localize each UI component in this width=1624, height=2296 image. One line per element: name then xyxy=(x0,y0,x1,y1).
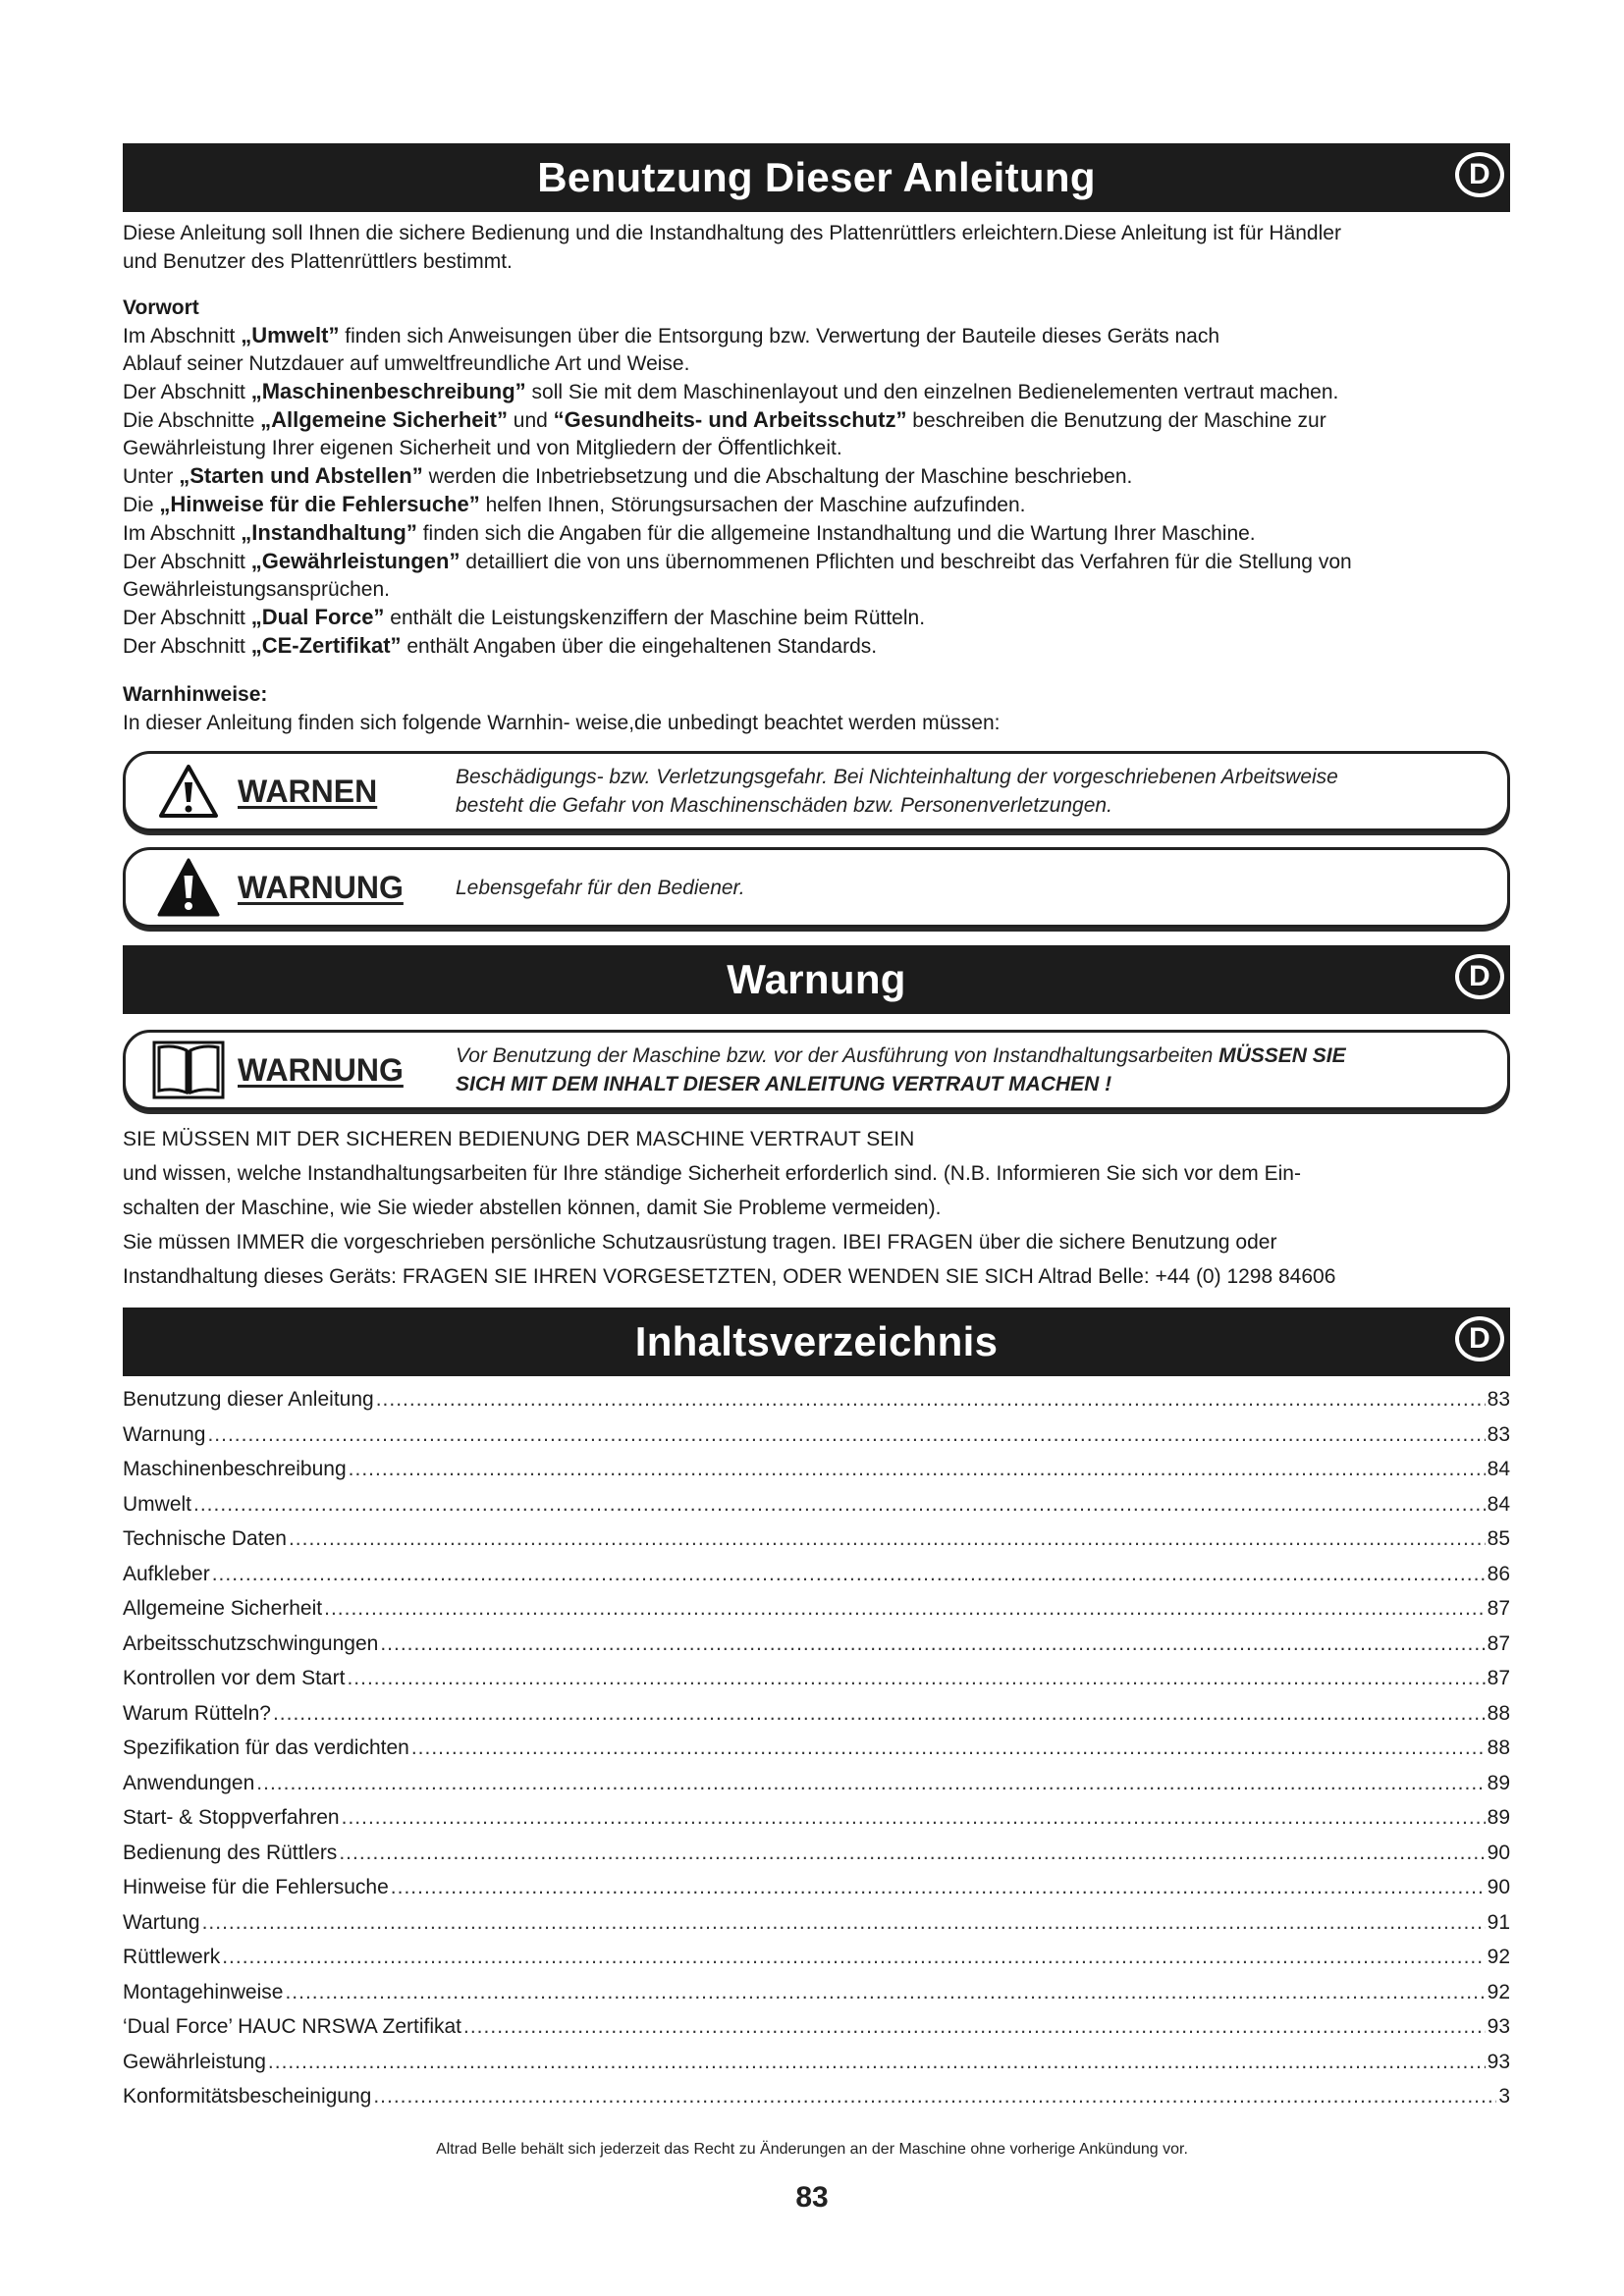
toc-leader-dots xyxy=(411,1731,1486,1766)
toc-entry-title: Anwendungen xyxy=(123,1771,255,1794)
toc-entry xyxy=(123,1870,1510,1905)
toc-leader-dots xyxy=(268,2045,1486,2080)
toc-entry xyxy=(123,1800,1510,1836)
toc-leader-dots xyxy=(380,1627,1485,1662)
toc-entry-page: 86 xyxy=(1487,1562,1510,1585)
toc-leader-dots xyxy=(373,2079,1496,2114)
toc-leader-dots xyxy=(463,2009,1486,2045)
toc-entry-title: Allgemeine Sicherheit xyxy=(123,1597,323,1620)
warnhinweise-text: In dieser Anleitung finden sich folgende Warnhin- weise,die unbedingt beachtet werden müssen: xyxy=(123,712,1001,734)
usage-banner-title: Benutzung Dieser Anleitung xyxy=(537,154,1096,200)
language-d-badge: D xyxy=(1455,1316,1504,1362)
toc-leader-dots xyxy=(285,1975,1485,2010)
warn-box-danger-text: Lebensgefahr für den Bediener. xyxy=(456,876,745,899)
toc-leader-dots xyxy=(342,1800,1486,1836)
toc-banner-title: Inhaltsverzeichnis xyxy=(634,1318,999,1364)
toc-entry xyxy=(123,1382,1510,1417)
language-d-badge: D xyxy=(1455,954,1504,999)
toc-entry-title: Konformitätsbescheinigung xyxy=(123,2085,372,2108)
toc-entry-page: 88 xyxy=(1487,1736,1510,1759)
toc-entry xyxy=(123,1766,1510,1801)
toc-entry xyxy=(123,1836,1510,1871)
toc-leader-dots xyxy=(273,1696,1486,1732)
toc-leader-dots xyxy=(339,1836,1485,1871)
toc-leader-dots xyxy=(324,1591,1486,1627)
toc-leader-dots xyxy=(347,1661,1485,1696)
toc-entry-page: 87 xyxy=(1487,1597,1510,1620)
toc-leader-dots xyxy=(256,1766,1485,1801)
toc-entry-page: 88 xyxy=(1487,1701,1510,1725)
toc-entry-title: Wartung xyxy=(123,1910,200,1934)
toc-entry-page: 87 xyxy=(1487,1667,1510,1689)
open-book-icon xyxy=(139,1039,238,1101)
usage-banner xyxy=(123,143,1510,212)
warn-box-caution-text: Beschädigungs- bzw. Verletzungsgefahr. Bei Nichteinhaltung der vorgeschriebenen Arbeitsweise besteht die Gefahr von Maschinenschäden bzw. Personenverletzungen. xyxy=(456,766,1338,817)
toc-entry xyxy=(123,1940,1510,1975)
vorwort-heading: Vorwort xyxy=(123,296,199,319)
toc-entry-title: Gewährleistung xyxy=(123,2050,266,2073)
toc-entry-title: Arbeitsschutzschwingungen xyxy=(123,1631,379,1655)
toc-entry-title: Aufkleber xyxy=(123,1562,210,1585)
toc-entry xyxy=(123,1696,1510,1732)
toc-entry-title: Spezifikation für das verdichten xyxy=(123,1736,409,1759)
warn-box-read-manual-text: Vor Benutzung der Maschine bzw. vor der Ausführung von Instandhaltungsarbeiten MÜSSEN SIE SICH MIT DEM INHALT DIESER ANLEITUNG VERTRAUT MACHEN ! xyxy=(456,1044,1346,1095)
warning-triangle-outline-icon xyxy=(139,763,238,820)
toc-entry-title: Start- & Stoppverfahren xyxy=(123,1806,340,1829)
toc-entry xyxy=(123,1661,1510,1696)
warn-box-danger-label: WARNUNG xyxy=(238,869,404,905)
toc-entry-page: 92 xyxy=(1487,1946,1510,1968)
toc-entry-title: Montagehinweise xyxy=(123,1980,284,2003)
toc-entry-page: 90 xyxy=(1487,1876,1510,1898)
toc-entry-page: 84 xyxy=(1487,1458,1510,1480)
toc-entry-page: 83 xyxy=(1487,1422,1510,1446)
toc-entry xyxy=(123,1417,1510,1453)
toc-entry-title: Bedienung des Rüttlers xyxy=(123,1841,338,1864)
vorwort-text: Im Abschnitt „Umwelt” finden sich Anweisungen über die Entsorgung bzw. Verwertung der Bauteile dieses Geräts nach Ablauf seiner Nutzdauer auf umweltfreundliche Art und Weise. Der Abschnitt „Maschinenbeschreibung” soll Sie mit dem Maschinenlayout und den einzelnen Bedienelementen vertraut machen. Die Abschnitte „Allgemeine Sicherheit” und “Gesundheits- und Arbeitsschutz” beschreiben die Benutzung der Maschine zur Gewährleistung Ihrer eigenen Sicherheit und von Mitgliedern der Öffentlichkeit. Unter „Starten und Abstellen” werden die Inbetriebsetzung und die Abschaltung der Maschine beschrieben. Die „Hinweise für die Fehlersuche” helfen Ihnen, Störungsursachen der Maschine aufzufinden. Im Abschnitt „Instandhaltung” finden sich die Angaben für die allgemeine Instandhaltung und die Wartung Ihrer Maschine. Der Abschnitt „Gewährleistungen” detailliert die von uns übernommenen Pflichten und beschreibt das Verfahren für die Stellung von Gewährleistungsansprüchen. Der Abschnitt „Dual Force” enthält die Leistungskenziffern der Maschine beim Rütteln. Der Abschnitt „CE-Zertifikat” enthält Angaben über die eingehaltenen Standards. xyxy=(123,323,1352,658)
toc-entry-page: 93 xyxy=(1487,2050,1510,2073)
toc-entry xyxy=(123,1731,1510,1766)
toc-entry-title: Kontrollen vor dem Start xyxy=(123,1667,346,1689)
toc-entry-title: Hinweise für die Fehlersuche xyxy=(123,1876,389,1898)
warnung-banner-title: Warnung xyxy=(727,956,906,1002)
manual-page xyxy=(123,143,1510,2114)
toc-entry xyxy=(123,1627,1510,1662)
table-of-contents xyxy=(123,1382,1510,2114)
toc-entry xyxy=(123,1557,1510,1592)
toc-entry-page: 3 xyxy=(1498,2085,1510,2108)
warn-box-danger xyxy=(123,847,1510,928)
toc-leader-dots xyxy=(222,1940,1485,1975)
toc-banner xyxy=(123,1308,1510,1376)
toc-entry-title: Umwelt xyxy=(123,1492,192,1516)
toc-entry-title: Warum Rütteln? xyxy=(123,1701,271,1725)
warn-box-read-manual xyxy=(123,1030,1510,1110)
toc-entry-title: Warnung xyxy=(123,1422,206,1446)
page-number: 83 xyxy=(795,2181,829,2214)
toc-entry xyxy=(123,2079,1510,2114)
toc-leader-dots xyxy=(207,1417,1485,1453)
toc-entry-title: Benutzung dieser Anleitung xyxy=(123,1388,374,1411)
intro-text: Diese Anleitung soll Ihnen die sichere Bedienung und die Instandhaltung des Plattenrüttlers erleichtern.Diese Anleitung ist für Händler und Benutzer des Plattenrüttlers bestimmt. xyxy=(123,222,1341,273)
toc-entry-page: 92 xyxy=(1487,1980,1510,2003)
toc-entry xyxy=(123,1591,1510,1627)
toc-entry xyxy=(123,2045,1510,2080)
toc-leader-dots xyxy=(391,1870,1486,1905)
warn-box-caution xyxy=(123,751,1510,831)
toc-entry-page: 87 xyxy=(1487,1631,1510,1655)
warn-box-caution-label: WARNEN xyxy=(238,773,378,809)
toc-entry xyxy=(123,1522,1510,1557)
toc-leader-dots xyxy=(202,1905,1486,1941)
toc-entry xyxy=(123,1487,1510,1522)
warning-body-text: SIE MÜSSEN MIT DER SICHEREN BEDIENUNG DER MASCHINE VERTRAUT SEIN und wissen, welche Instandhaltungsarbeiten für Ihre ständige Sicherheit erforderlich sind. (N.B. Informieren Sie sich vor dem Ein- schalten der Maschine, wie Sie wieder abstellen können, damit Sie Probleme vermeiden). Sie müssen IMMER die vorgeschrieben persönliche Schutzausrüstung tragen. IBEI FRAGEN über die sichere Benutzung oder Instandhaltung dieses Geräts: FRAGEN SIE IHREN VORGESETZTEN, ODER WENDEN SIE SICH Altrad Belle: +44 (0) 1298 84606 xyxy=(123,1128,1336,1288)
toc-entry-page: 91 xyxy=(1487,1910,1510,1934)
toc-entry xyxy=(123,2009,1510,2045)
toc-leader-dots xyxy=(289,1522,1486,1557)
toc-entry-page: 84 xyxy=(1487,1492,1510,1516)
warnung-banner xyxy=(123,945,1510,1014)
toc-leader-dots xyxy=(376,1382,1486,1417)
footer-note: Altrad Belle behält sich jederzeit das Recht zu Änderungen an der Maschine ohne vorherige Ankündung vor. xyxy=(436,2141,1188,2158)
toc-leader-dots xyxy=(349,1452,1486,1487)
toc-entry-page: 85 xyxy=(1487,1527,1510,1550)
warning-triangle-filled-icon xyxy=(139,857,238,918)
toc-entry-page: 89 xyxy=(1487,1806,1510,1829)
toc-entry-title: Technische Daten xyxy=(123,1527,287,1550)
toc-entry-page: 93 xyxy=(1487,2015,1510,2038)
language-d-badge: D xyxy=(1455,152,1504,197)
warnhinweise-heading: Warnhinweise: xyxy=(123,683,268,706)
toc-entry-page: 90 xyxy=(1487,1841,1510,1864)
toc-entry xyxy=(123,1452,1510,1487)
warn-box-read-manual-label: WARNUNG xyxy=(238,1051,404,1088)
toc-entry-title: ‘Dual Force’ HAUC NRSWA Zertifikat xyxy=(123,2015,462,2038)
toc-entry xyxy=(123,1975,1510,2010)
toc-entry xyxy=(123,1905,1510,1941)
toc-entry-page: 83 xyxy=(1487,1388,1510,1411)
toc-leader-dots xyxy=(193,1487,1486,1522)
toc-leader-dots xyxy=(212,1557,1486,1592)
toc-entry-title: Maschinenbeschreibung xyxy=(123,1458,347,1480)
toc-entry-title: Rüttlewerk xyxy=(123,1946,221,1968)
toc-entry-page: 89 xyxy=(1487,1771,1510,1794)
